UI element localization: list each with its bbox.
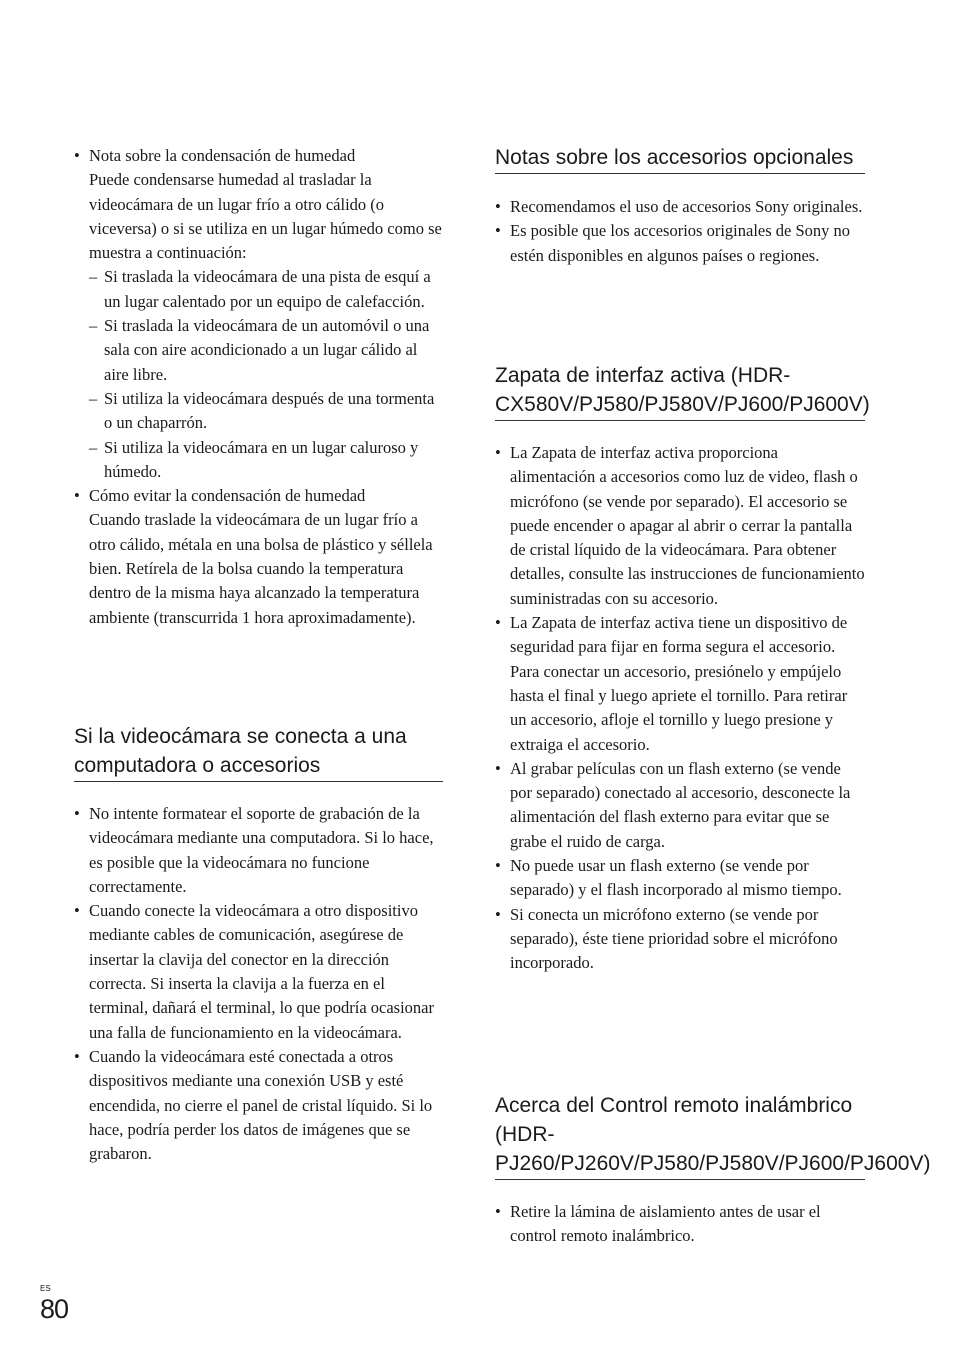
interface-shoe-list — [495, 441, 865, 976]
sub-list-item: – Si utiliza la videocámara en un lugar caluroso y húmedo. — [89, 436, 443, 485]
accessories-list — [495, 195, 865, 268]
interface-shoe-notes — [495, 441, 865, 976]
language-code: ES — [40, 1284, 51, 1293]
remote-notes — [495, 1200, 865, 1249]
list-item: • Recomendamos el uso de accesorios Sony originales. — [495, 195, 865, 219]
note-body: Cuando traslade la videocámara de un lugar frío a otro cálido, métala en una bolsa de plástico y séllela bien. Retírela de la bolsa cuando la temperatura dentro de la misma haya alcanzado la temperatura ambiente (transcurrida 1 hora aproximadamente). — [89, 510, 433, 627]
list-item: • Es posible que los accesorios originales de Sony no estén disponibles en algunos países o regiones. — [495, 219, 865, 268]
list-item: • No intente formatear el soporte de grabación de la videocámara mediante una computadora. Si lo hace, es posible que la videocámara no funcione correctamente. — [74, 802, 443, 899]
sub-list-item: – Si traslada la videocámara de un automóvil o una sala con aire acondicionado a un lugar cálido al aire libre. — [89, 314, 443, 387]
note-title: • Nota sobre la condensación de humedad — [89, 146, 356, 165]
list-item: • No puede usar un flash externo (se vende por separado) y el flash incorporado al mismo tiempo. — [495, 854, 865, 903]
accessories-notes — [495, 195, 865, 268]
computer-list — [74, 802, 443, 1166]
section-heading-interface-shoe: Zapata de interfaz activa (HDR-CX580V/PJ580/PJ580V/PJ600/PJ600V) — [495, 361, 865, 421]
list-item: • Cuando conecte la videocámara a otro dispositivo mediante cables de comunicación, asegúrese de insertar la clavija del conector en la dirección correcta. Si inserta la clavija a la fuerza en el terminal, dañará el terminal, lo que podría ocasionar una falla de funcionamiento en la videocámara. — [74, 899, 443, 1045]
list-item: • Si conecta un micrófono externo (se vende por separado), éste tiene prioridad sobre el micrófono incorporado. — [495, 903, 865, 976]
condensation-list — [74, 144, 443, 630]
list-item: • Al grabar películas con un flash externo (se vende por separado) conectado al accesorio, desconecte la alimentación del flash externo para evitar que se grabe el ruido de carga. — [495, 757, 865, 854]
section-heading-computer: Si la videocámara se conecta a una computadora o accesorios — [74, 722, 443, 782]
sub-list-item: – Si traslada la videocámara de una pista de esquí a un lugar calentado por un equipo de calefacción. — [89, 265, 443, 314]
condensation-notes — [74, 144, 443, 630]
remote-list — [495, 1200, 865, 1249]
list-item: • Cuando la videocámara esté conectada a otros dispositivos mediante una conexión USB y esté encendida, no cierre el panel de cristal líquido. Si lo hace, podría perder los datos de imágenes que se grabaron. — [74, 1045, 443, 1166]
note-body: Puede condensarse humedad al trasladar la videocámara de un lugar frío a otro cálido (o viceversa) o si se utiliza en un lugar húmedo como se muestra a continuación: — [89, 170, 442, 263]
section-heading-accessories: Notas sobre los accesorios opcionales — [495, 143, 865, 174]
note-title: • Cómo evitar la condensación de humedad — [89, 486, 366, 506]
section-heading-remote: Acerca del Control remoto inalámbrico (HDR-PJ260/PJ260V/PJ580/PJ580V/PJ600/PJ600V) — [495, 1091, 865, 1180]
sub-list — [89, 265, 443, 484]
list-item: • La Zapata de interfaz activa proporciona alimentación a accesorios como luz de video, flash o micrófono (se vende por separado). El accesorio se puede encender o apagar al abrir o cerrar la pantalla de cristal líquido de la videocámara. Para obtener detalles, consulte las instrucciones de funcionamiento suministradas con su accesorio. — [495, 441, 865, 611]
list-item — [74, 144, 443, 484]
sub-list-item: – Si utiliza la videocámara después de una tormenta o un chaparrón. — [89, 387, 443, 436]
list-item: • La Zapata de interfaz activa tiene un dispositivo de seguridad para fijar en forma segura el accesorio. Para conectar un accesorio, presiónelo y empújelo hasta el final y luego apriete el tornillo. Para retirar un accesorio, afloje el tornillo y luego presione y extraiga el accesorio. — [495, 611, 865, 757]
page-number: 80 — [40, 1294, 69, 1324]
computer-notes — [74, 802, 443, 1166]
list-item — [74, 484, 443, 630]
list-item: • Retire la lámina de aislamiento antes de usar el control remoto inalámbrico. — [495, 1200, 865, 1249]
